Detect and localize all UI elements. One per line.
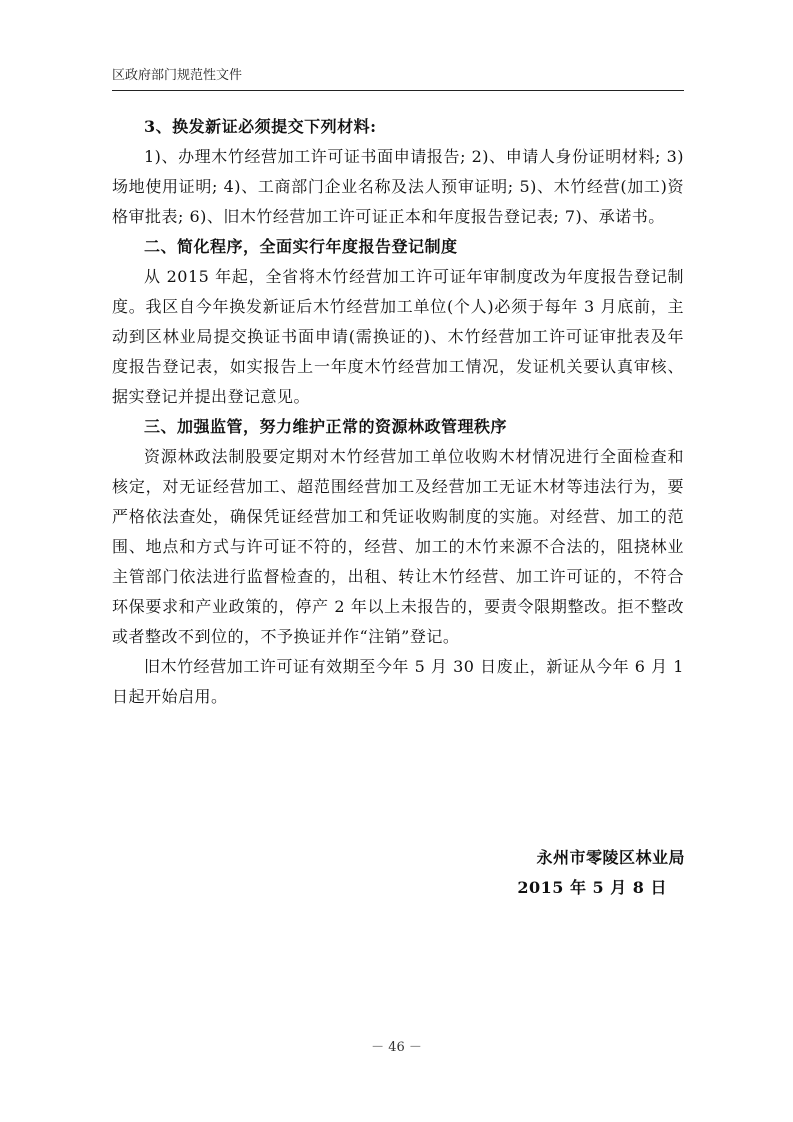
section-heading-materials: 3、换发新证必须提交下列材料: <box>144 117 377 136</box>
document-body <box>112 112 684 712</box>
paragraph-annual-report: 从 2015 年起，全省将木竹经营加工许可证年审制度改为年度报告登记制度。我区自今年换发新证后木竹经营加工单位(个人)必须于每年 3 月底前，主动到区林业局提交换证书面申请(需换证的)、木竹经营加工许可证审批表及年度报告登记表，如实报告上一年度木竹经营加工情况，发证机关要认真审核、据实登记并提出登记意见。 <box>112 267 684 406</box>
section-heading-supervision: 三、加强监管，努力维护正常的资源林政管理秩序 <box>144 417 508 436</box>
paragraph-materials-list: 1)、办理木竹经营加工许可证书面申请报告; 2)、申请人身份证明材料; 3)场地使用证明; 4)、工商部门企业名称及法人预审证明; 5)、木竹经营(加工)资格审批表; 6)、旧木竹经营加工许可证正本和年度报告登记表; 7)、承诺书。 <box>112 147 684 226</box>
paragraph-validity: 旧木竹经营加工许可证有效期至今年 5 月 30 日废止，新证从今年 6 月 1 日起开始启用。 <box>112 657 684 706</box>
issuing-organization: 永州市零陵区林业局 <box>536 848 685 867</box>
header-divider <box>112 90 684 91</box>
paragraph-supervision: 资源林政法制股要定期对木竹经营加工单位收购木材情况进行全面检查和核定，对无证经营加工、超范围经营加工及经营加工无证木材等违法行为，要严格依法查处，确保凭证经营加工和凭证收购制度的实施。对经营、加工的范围、地点和方式与许可证不符的，经营、加工的木竹来源不合法的，阻挠林业主管部门依法进行监督检查的，出租、转让木竹经营、加工许可证的，不符合环保要求和产业政策的，停产 2 年以上未报告的，要责令限期整改。拒不整改或者整改不到位的，不予换证并作“注销”登记。 <box>112 447 684 646</box>
document-header-title: 区政府部门规范性文件 <box>112 68 243 83</box>
issue-date: 2015 年 5 月 8 日 <box>517 878 667 897</box>
page-number: － 46 － <box>371 1040 422 1055</box>
section-heading-simplify: 二、简化程序，全面实行年度报告登记制度 <box>144 237 458 256</box>
